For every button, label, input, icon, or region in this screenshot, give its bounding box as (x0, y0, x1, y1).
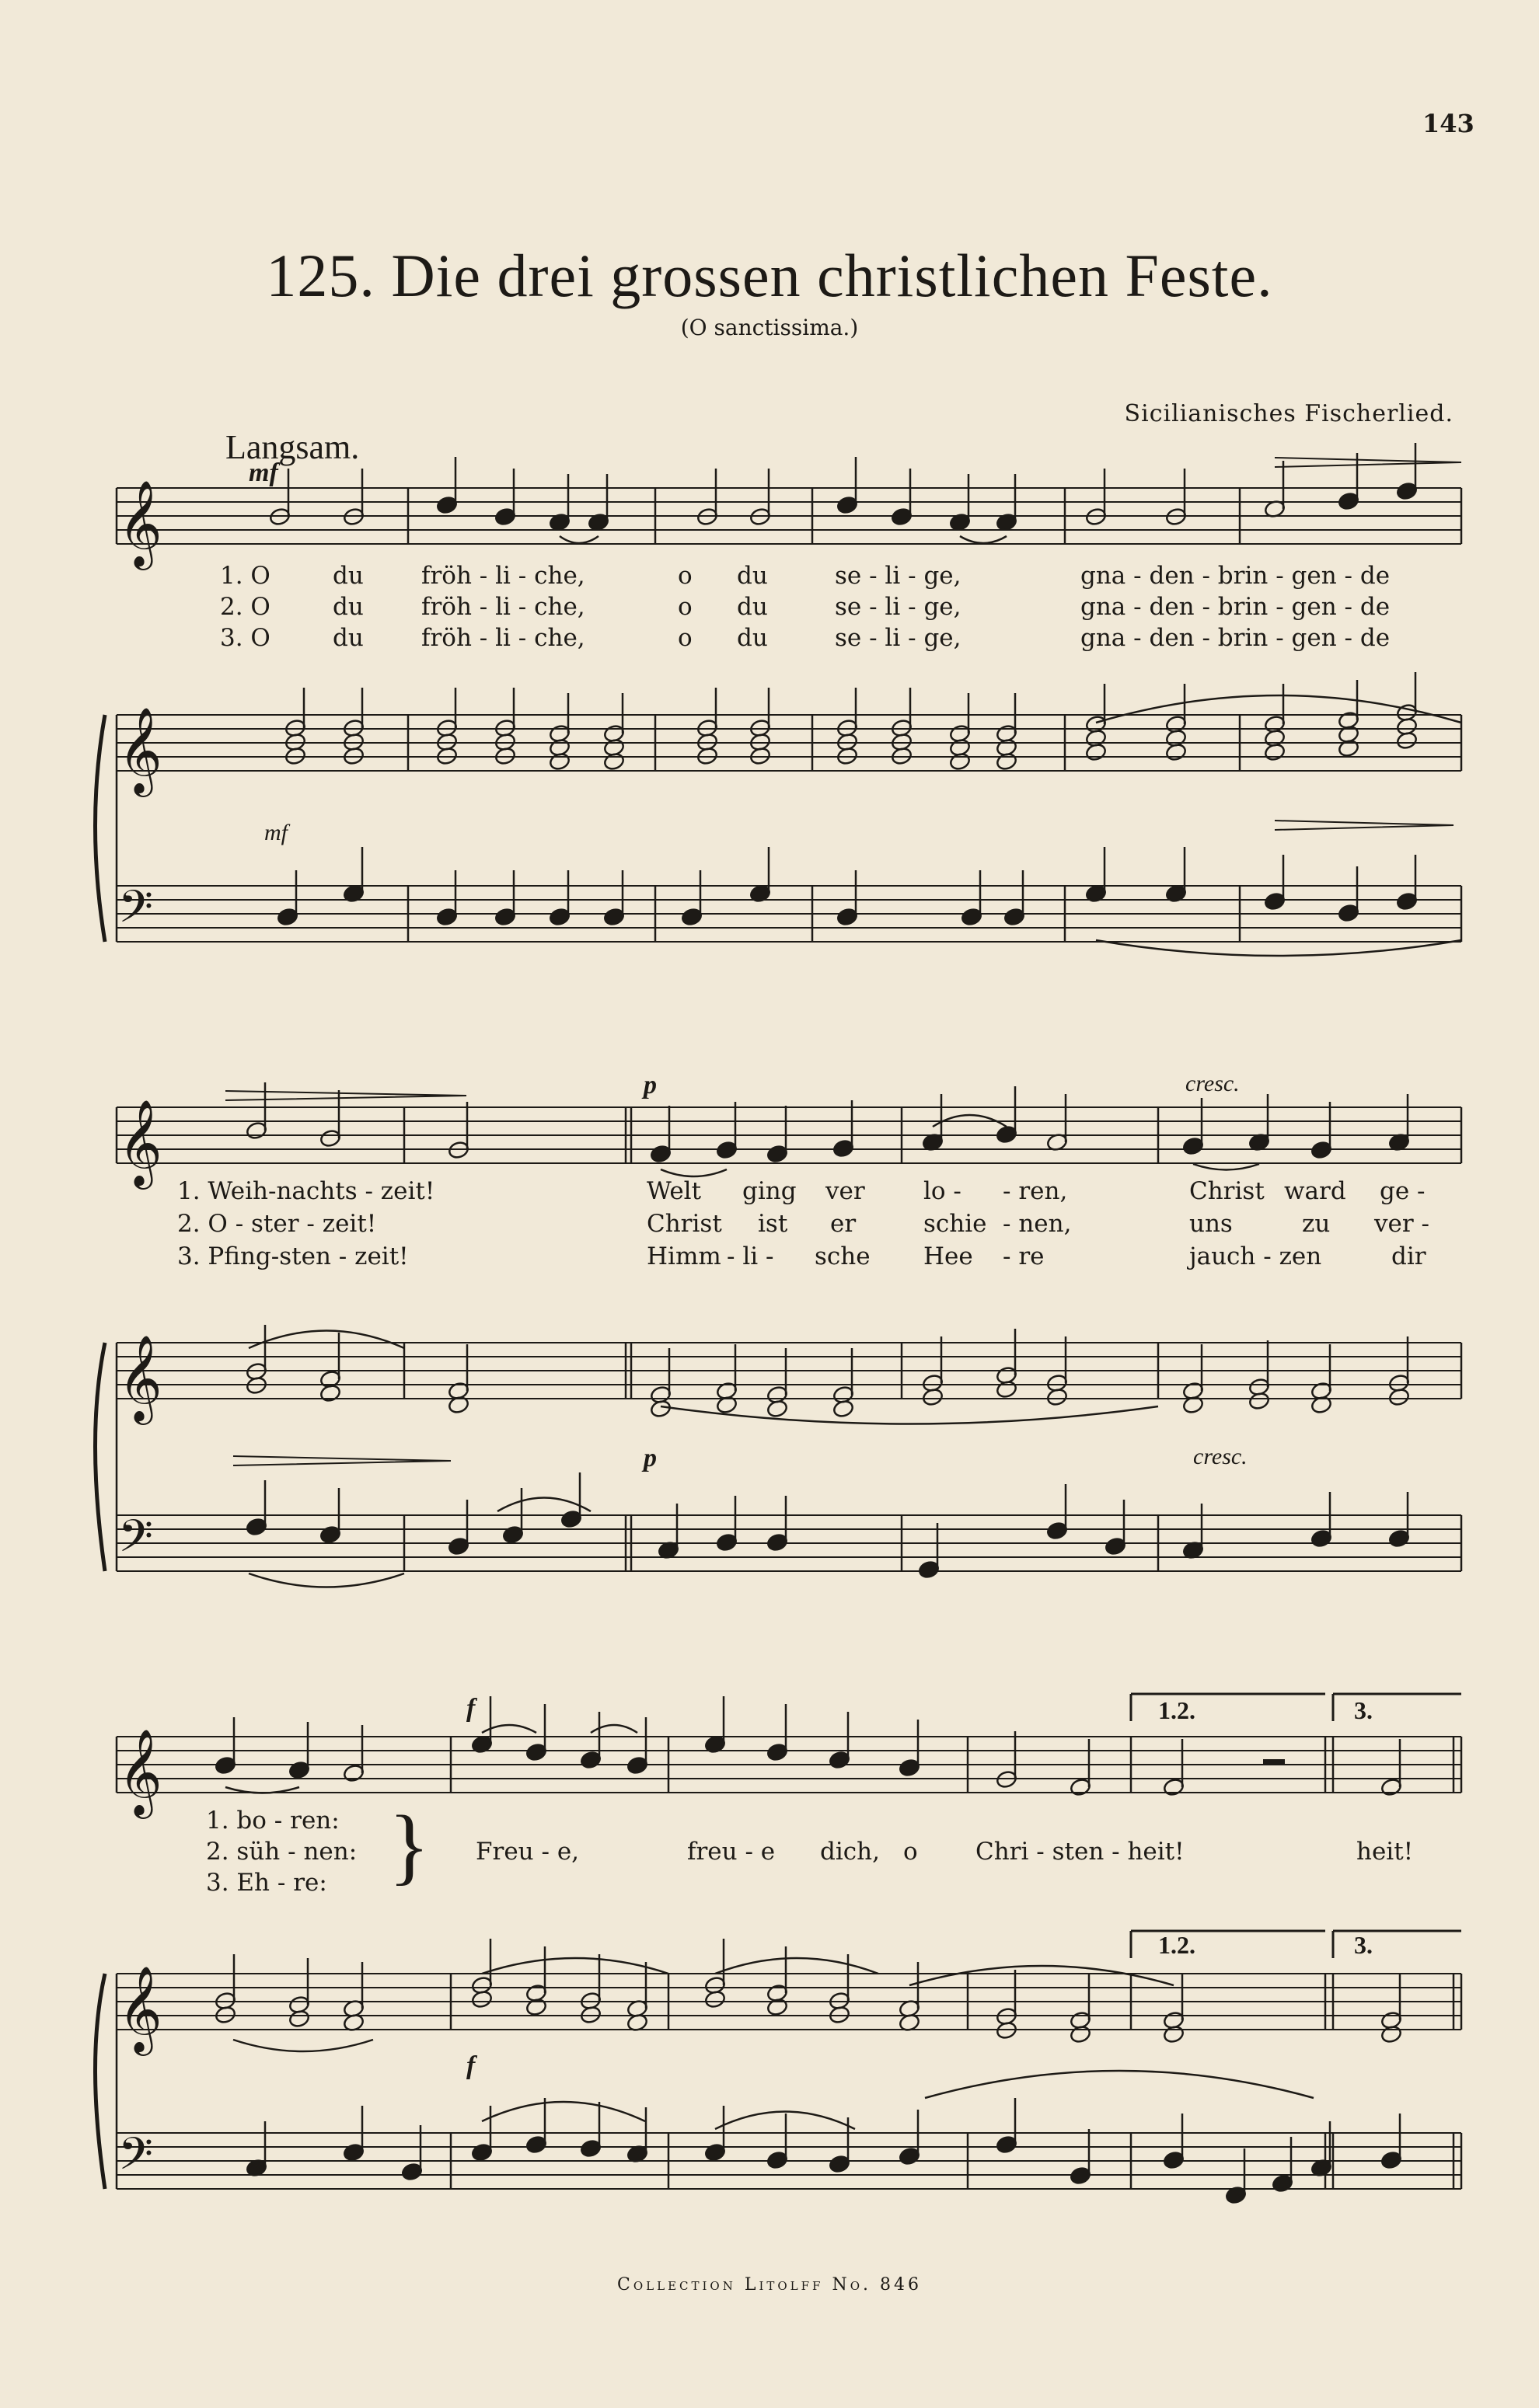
lyric-s1-v1-e: du (737, 562, 768, 590)
slur (591, 1725, 637, 1733)
lyric-s1-v3-e: du (737, 624, 768, 652)
lyric-s1-v2-a: 2. O (220, 593, 270, 621)
lyric-s1-v3-b: du (333, 624, 364, 652)
chord-note (1070, 2024, 1092, 2044)
volta-3-piano: 3. (1354, 1931, 1373, 1959)
chord-note (1163, 2024, 1185, 2044)
phrase-slur (233, 2040, 373, 2051)
chord-note (996, 1379, 1018, 1399)
phrase-slur (249, 1573, 404, 1587)
song-subtitle: (O sanctissima.) (680, 315, 859, 340)
chord-note (704, 1989, 727, 2009)
verse-brace: } (389, 1798, 430, 1893)
lyric-s2-v1-i: ward (1284, 1177, 1346, 1205)
lyric-s2-v1-d: ver (825, 1177, 865, 1205)
lyric-s1-v1-a: 1. O (220, 562, 270, 590)
chord-note (1165, 742, 1188, 761)
tempo-marking: Langsam. (225, 428, 360, 466)
phrase-slur (497, 1498, 591, 1512)
dynamic-f-voice: f (466, 1694, 476, 1723)
chord-note (832, 1399, 855, 1418)
lyric-s1-v3-g: gna - den - brin - gen - de (1080, 624, 1391, 652)
lyric-s2-v1-f: lo - (923, 1177, 961, 1205)
treble-clef-icon: 𝄞 (118, 1099, 162, 1186)
lyric-s2-v2-g: - nen, (1003, 1210, 1072, 1238)
dynamic-cresc-piano: cresc. (1193, 1444, 1248, 1469)
phrase-slur (482, 2102, 645, 2121)
lyric-s1-v1-d: o (678, 562, 693, 590)
bass-clef-icon: 𝄢 (118, 1510, 154, 1573)
chord-note (949, 751, 972, 771)
page-number: 143 (1422, 109, 1474, 138)
lyric-s2-v1-g: - ren, (1003, 1177, 1068, 1205)
dynamic-p-voice: p (644, 1071, 657, 1099)
bass-clef-icon: 𝄢 (118, 2127, 154, 2191)
decrescendo-hairpin (1275, 821, 1454, 830)
chord-note (1248, 1391, 1271, 1410)
decrescendo-hairpin (1275, 458, 1461, 467)
lyric-s1-v2-g: gna - den - brin - gen - de (1080, 593, 1391, 621)
slur (1193, 1164, 1259, 1170)
chord-note (650, 1399, 672, 1418)
phrase-slur (661, 1406, 1158, 1424)
lyric-s1-v2-f: se - li - ge, (835, 593, 961, 621)
lyric-s2-v1-j: ge - (1380, 1177, 1426, 1205)
chord-note (288, 2009, 311, 2028)
chord-note (922, 1387, 944, 1406)
piano-brace (96, 1974, 106, 2189)
lyric-s2-v2-j: ver - (1374, 1210, 1430, 1238)
phrase-slur (909, 1966, 1174, 1985)
lyric-s3-refrain-f: heit! (1356, 1838, 1414, 1866)
dynamic-cresc-voice: cresc. (1185, 1071, 1240, 1096)
chord-note (549, 751, 571, 771)
lyric-s2-v3-d: sche (815, 1242, 871, 1270)
treble-clef-icon: 𝄞 (118, 706, 162, 793)
lyric-s1-v2-c: fröh - li - che, (421, 593, 585, 621)
lyric-s2-v2-b: Christ (647, 1210, 722, 1238)
composer-credit: Sicilianisches Fischerlied. (1124, 400, 1454, 427)
chord-note (319, 1383, 342, 1403)
dynamic-mf-voice: mf (249, 458, 278, 487)
chord-note (1380, 2024, 1403, 2044)
volta-3-voice: 3. (1354, 1696, 1373, 1724)
whole-rest (1263, 1759, 1285, 1765)
chord-note (471, 1989, 494, 2009)
decrescendo-hairpin (225, 1091, 466, 1100)
lyric-s3-refrain-d: o (903, 1838, 918, 1866)
chord-note (1338, 738, 1360, 758)
slur (661, 1169, 727, 1176)
lyric-s1-v1-c: fröh - li - che, (421, 562, 585, 590)
dynamic-f-piano: f (466, 2051, 476, 2080)
lyric-s2-v1-a: 1. Weih-nachts - zeit! (177, 1177, 435, 1205)
decrescendo-hairpin (233, 1456, 451, 1465)
lyric-s1-v3-c: fröh - li - che, (421, 624, 585, 652)
chord-note (1085, 742, 1108, 761)
volta-1-2-piano: 1.2. (1158, 1931, 1195, 1959)
piano-brace (96, 715, 106, 942)
lyric-s1-v2-d: o (678, 593, 693, 621)
phrase-slur (715, 1958, 878, 1974)
lyric-s3-v2: 2. süh - nen: (206, 1838, 358, 1866)
lyric-s2-v2-c: ist (758, 1210, 788, 1238)
lyric-s2-v3-f: Hee (923, 1242, 973, 1270)
lyric-s1-v3-f: se - li - ge, (835, 624, 961, 652)
phrase-slur (482, 1958, 668, 1974)
lyric-s2-v2-h: uns (1189, 1210, 1233, 1238)
treble-clef-icon: 𝄞 (118, 479, 162, 566)
chord-note (766, 1399, 789, 1418)
dynamic-mf-piano: mf (264, 820, 288, 845)
chord-note (766, 1997, 789, 2016)
chord-note (1396, 730, 1419, 750)
chord-note (525, 1997, 548, 2016)
lyric-s2-v3-a: 3. Pfing-sten - zeit! (177, 1242, 409, 1270)
chord-note (1046, 1387, 1069, 1406)
lyric-s3-v1: 1. bo - ren: (206, 1807, 340, 1835)
phrase-slur (925, 2071, 1314, 2098)
lyric-s2-v2-i: zu (1302, 1210, 1331, 1238)
slur (960, 536, 1007, 543)
song-title: 125. Die drei grossen christlichen Feste. (266, 242, 1273, 309)
slur (560, 536, 598, 543)
lyric-s2-v2-a: 2. O - ster - zeit! (177, 1210, 377, 1238)
dynamic-p-piano: p (644, 1444, 657, 1472)
lyric-s2-v3-h: jauch - zen (1189, 1242, 1322, 1270)
lyric-s3-refrain-b: freu - e (687, 1838, 776, 1866)
volta-1-2-voice: 1.2. (1158, 1696, 1195, 1724)
treble-clef-icon: 𝄞 (118, 1728, 162, 1815)
lyric-s3-refrain-e: Chri - sten - heit! (975, 1838, 1185, 1866)
lyric-s2-v3-c: - li - (727, 1242, 774, 1270)
lyric-s1-v1-f: se - li - ge, (835, 562, 961, 590)
treble-clef-icon: 𝄞 (118, 1965, 162, 2052)
lyric-s1-v3-a: 3. O (220, 624, 270, 652)
lyric-s2-v1-b: Welt (647, 1177, 702, 1205)
chord-note (603, 751, 626, 771)
lyric-s1-v2-b: du (333, 593, 364, 621)
lyric-s2-v3-g: - re (1003, 1242, 1045, 1270)
lyric-s3-refrain-c: dich, (820, 1838, 880, 1866)
lyric-s1-v1-b: du (333, 562, 364, 590)
chord-note (1264, 742, 1286, 761)
lyric-s1-v3-d: o (678, 624, 693, 652)
treble-clef-icon: 𝄞 (118, 1334, 162, 1421)
piano-brace (96, 1343, 106, 1571)
lyric-s1-v2-e: du (737, 593, 768, 621)
lyric-s3-v3: 3. Eh - re: (206, 1869, 327, 1897)
lyric-s1-v1-g: gna - den - brin - gen - de (1080, 562, 1391, 590)
chord-note (1388, 1387, 1411, 1406)
lyric-s2-v1-h: Christ (1189, 1177, 1265, 1205)
lyric-s2-v3-b: Himm (647, 1242, 721, 1270)
lyric-s2-v2-d: er (830, 1210, 857, 1238)
publisher-footer: Collection Litolff No. 846 (617, 2275, 922, 2295)
chord-note (996, 751, 1018, 771)
lyric-s2-v2-f: schie (923, 1210, 987, 1238)
phrase-slur (249, 1331, 404, 1349)
bass-clef-icon: 𝄢 (118, 880, 154, 944)
lyric-s2-v1-c: ging (742, 1177, 797, 1205)
lyric-s3-refrain-a: Freu - e, (476, 1838, 580, 1866)
lyric-s2-v3-j: dir (1391, 1242, 1426, 1270)
